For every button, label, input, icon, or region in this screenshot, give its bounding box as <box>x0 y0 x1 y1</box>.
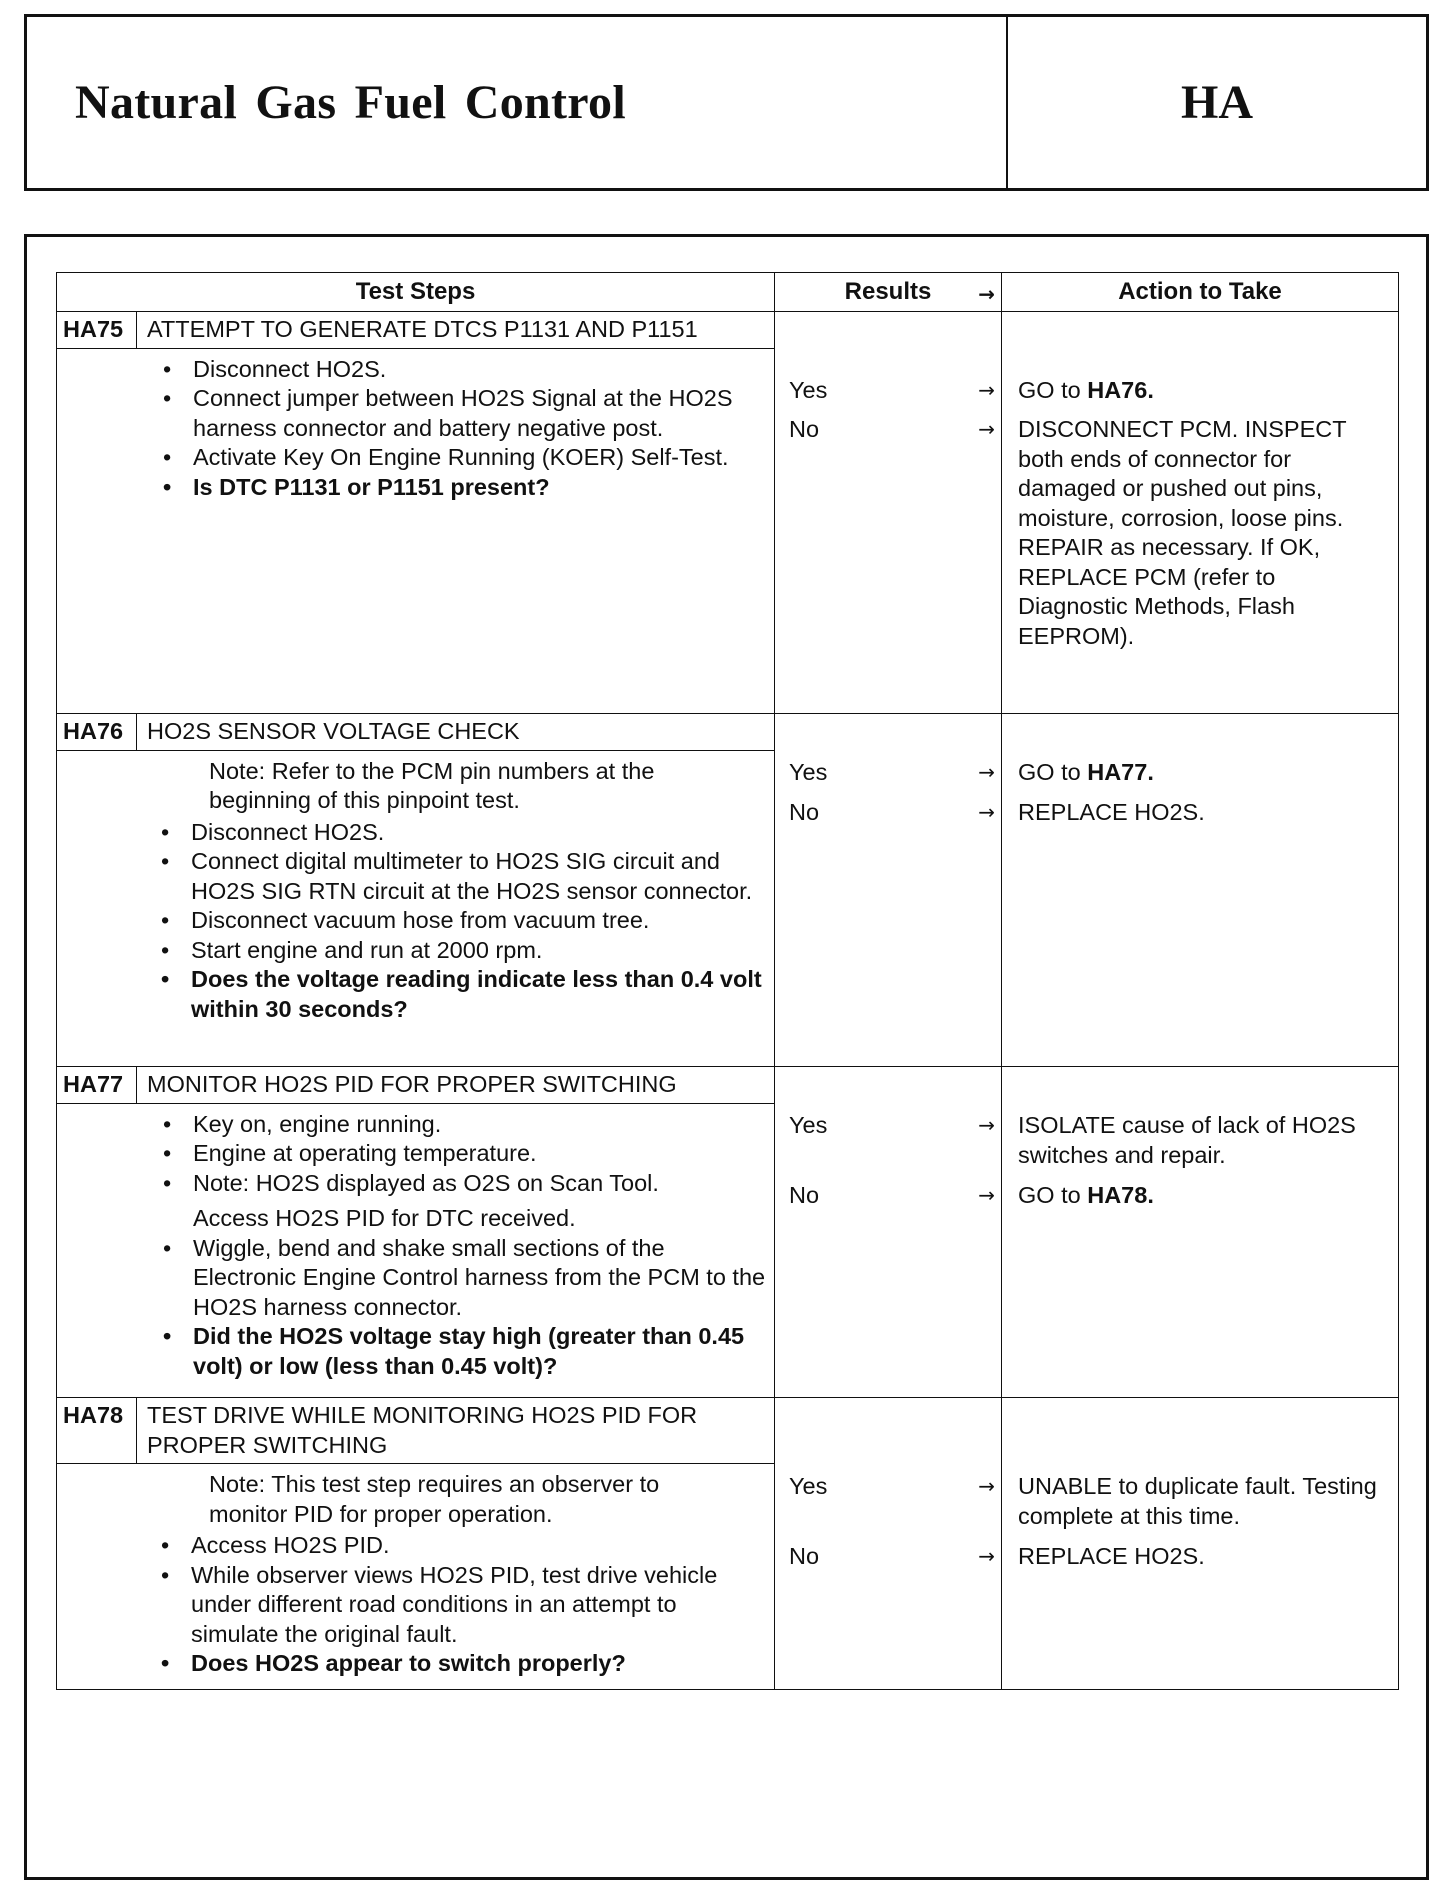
arrow-right-icon: → <box>978 417 995 441</box>
step-bullet: • Disconnect HO2S. <box>151 355 766 385</box>
result-no <box>789 1542 995 1572</box>
result-no <box>789 798 995 828</box>
action-suffix: . <box>1147 759 1154 785</box>
step-bullet: • Activate Key On Engine Running (KOER) Self-Test. <box>151 443 766 473</box>
result-label: Yes <box>789 759 828 785</box>
table-row <box>57 714 1399 1067</box>
result-yes <box>789 1111 995 1141</box>
step-bullet: • Wiggle, bend and shake small sections of the Electronic Engine Control harness from the PCM to the HO2S harness connector. <box>151 1234 766 1323</box>
results-cell <box>775 1398 1002 1690</box>
step-bullet: • Connect jumper between HO2S Signal at the HO2S harness connector and battery negative post. <box>151 384 766 443</box>
step-question: • Is DTC P1131 or P1151 present? <box>151 473 766 503</box>
action-yes: ISOLATE cause of lack of HO2S switches and repair. <box>1018 1112 1356 1168</box>
action-suffix: . <box>1147 1182 1154 1208</box>
arrow-right-icon: → <box>978 1183 995 1207</box>
step-reference: HA78 <box>1087 1182 1148 1208</box>
step-bullet: • Engine at operating temperature. <box>151 1139 766 1169</box>
result-label: No <box>789 1182 820 1208</box>
results-cell <box>775 312 1002 714</box>
results-cell <box>775 1067 1002 1398</box>
step-reference: HA77 <box>1087 759 1148 785</box>
result-label: No <box>789 1543 820 1569</box>
result-yes <box>789 758 995 788</box>
table-row <box>57 1067 1399 1398</box>
arrow-right-icon: → <box>978 378 995 402</box>
step-question: • Does the voltage reading indicate less than 0.4 volt within 30 seconds? <box>149 965 766 1024</box>
step-id: HA78 <box>57 1398 137 1463</box>
action-text: GO to <box>1018 759 1088 785</box>
results-header-label: Results <box>844 278 932 306</box>
result-yes <box>789 1472 995 1502</box>
result-label: No <box>789 416 820 442</box>
step-note: Note: This test step requires an observer to monitor PID for proper operation. <box>209 1471 660 1527</box>
action-no: REPLACE HO2S. <box>1018 799 1205 825</box>
action-yes <box>1018 758 1390 788</box>
page-header <box>24 14 1429 191</box>
step-note: Access HO2S PID for DTC received. <box>193 1205 576 1231</box>
step-bullet: • Connect digital multimeter to HO2S SIG circuit and HO2S SIG RTN circuit at the HO2S sensor connector. <box>149 847 766 906</box>
step-cell <box>57 1067 775 1398</box>
action-yes: UNABLE to duplicate fault. Testing complete at this time. <box>1018 1473 1377 1529</box>
action-cell <box>1002 1067 1399 1398</box>
header-title-cell <box>27 17 1008 188</box>
step-cell <box>57 714 775 1067</box>
step-bullet: • Disconnect HO2S. <box>149 818 766 848</box>
arrow-right-icon: → <box>978 760 995 784</box>
step-cell <box>57 1398 775 1690</box>
step-bullet: • Disconnect vacuum hose from vacuum tree. <box>149 906 766 936</box>
column-header-results <box>775 273 1002 312</box>
table-row <box>57 1398 1399 1690</box>
arrow-right-icon: → <box>978 282 995 306</box>
step-id: HA77 <box>57 1067 137 1103</box>
action-no: DISCONNECT PCM. INSPECT both ends of connector for damaged or pushed out pins, moisture, corrosion, loose pins. REPAIR as necessary. If OK, REPLACE PCM (refer to Diagnostic Methods, Flash EEPROM). <box>1018 416 1347 649</box>
result-label: Yes <box>789 1112 828 1138</box>
step-bullet: • While observer views HO2S PID, test drive vehicle under different road conditions in an attempt to simulate the original fault. <box>149 1561 766 1650</box>
result-yes <box>789 376 995 406</box>
action-cell <box>1002 714 1399 1067</box>
step-bullet: • Start engine and run at 2000 rpm. <box>149 936 766 966</box>
step-id: HA75 <box>57 312 137 348</box>
result-label: No <box>789 799 820 825</box>
result-no <box>789 415 995 445</box>
result-label: Yes <box>789 377 828 403</box>
step-bullet: • Access HO2S PID. <box>149 1531 766 1561</box>
step-title: MONITOR HO2S PID FOR PROPER SWITCHING <box>147 1071 677 1097</box>
action-cell <box>1002 312 1399 714</box>
table-header-row <box>57 273 1399 312</box>
arrow-right-icon: → <box>978 800 995 824</box>
pinpoint-test-table <box>56 272 1399 1690</box>
action-no <box>1018 1181 1390 1211</box>
step-note: Note: Refer to the PCM pin numbers at the beginning of this pinpoint test. <box>209 757 655 813</box>
action-suffix: . <box>1147 377 1154 403</box>
results-cell <box>775 714 1002 1067</box>
step-reference: HA76 <box>1087 377 1148 403</box>
action-cell <box>1002 1398 1399 1690</box>
section-code: HA <box>1181 76 1253 129</box>
step-bullet: • Key on, engine running. <box>151 1110 766 1140</box>
step-cell <box>57 312 775 714</box>
result-label: Yes <box>789 1473 828 1499</box>
step-title: HO2S SENSOR VOLTAGE CHECK <box>147 718 520 744</box>
step-title: TEST DRIVE WHILE MONITORING HO2S PID FOR PROPER SWITCHING <box>147 1402 698 1458</box>
column-header-action: Action to Take <box>1002 273 1399 312</box>
step-id: HA76 <box>57 714 137 750</box>
action-yes <box>1018 376 1390 406</box>
step-question: • Did the HO2S voltage stay high (greater than 0.45 volt) or low (less than 0.45 volt)? <box>151 1322 766 1381</box>
result-no <box>789 1181 995 1211</box>
arrow-right-icon: → <box>978 1474 995 1498</box>
page-title: Natural Gas Fuel Control <box>75 76 626 129</box>
action-text: GO to <box>1018 377 1088 403</box>
action-no: REPLACE HO2S. <box>1018 1543 1205 1569</box>
step-bullet: • Note: HO2S displayed as O2S on Scan Tool. <box>151 1169 766 1199</box>
arrow-right-icon: → <box>978 1113 995 1137</box>
column-header-test-steps: Test Steps <box>57 273 775 312</box>
step-question: • Does HO2S appear to switch properly? <box>149 1649 766 1679</box>
table-row <box>57 312 1399 714</box>
step-title: ATTEMPT TO GENERATE DTCS P1131 AND P1151 <box>147 316 698 342</box>
action-text: GO to <box>1018 1182 1088 1208</box>
header-code-cell <box>1008 17 1426 188</box>
arrow-right-icon: → <box>978 1544 995 1568</box>
